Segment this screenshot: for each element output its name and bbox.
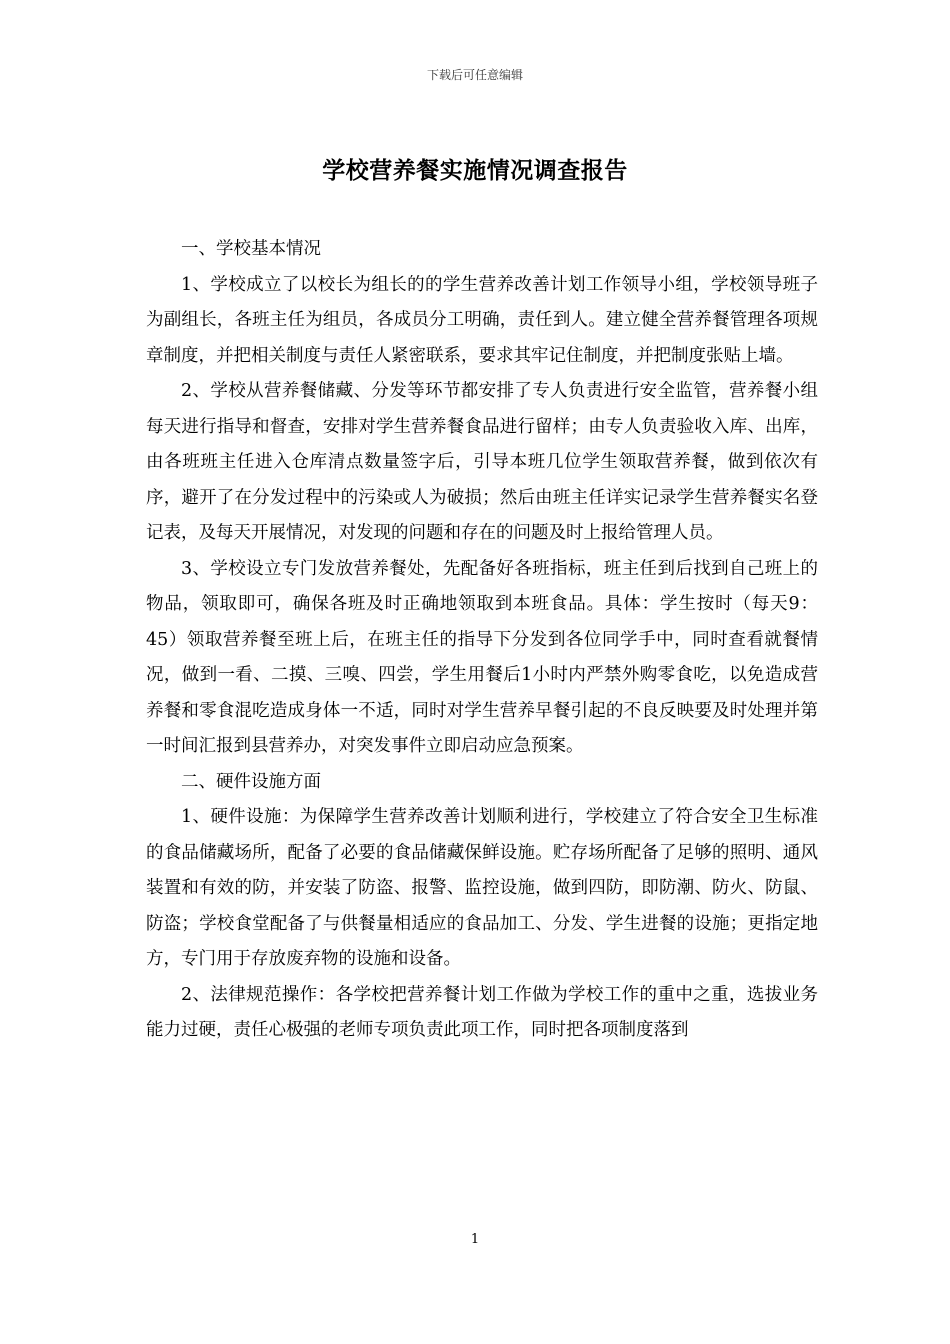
paragraph: 2、学校从营养餐储藏、分发等环节都安排了专人负责进行安全监管，营养餐小组每天进行指导和督查，安排对学生营养餐食品进行留样；由专人负责验收入库、出库，由各班班主任进入仓库清点数量签字后，引导本班几位学生领取营养餐，做到依次有序，避开了在分发过程中的污染或人为破损；然后由班主任详实记录学生营养餐实名登记表，及每天开展情况，对发现的问题和存在的问题及时上报给管理人员。	[146, 381, 818, 543]
paragraph: 1、学校成立了以校长为组长的的学生营养改善计划工作领导小组，学校领导班子为副组长，各班主任为组员，各成员分工明确，责任到人。建立健全营养餐管理各项规章制度，并把相关制度与责任人紧密联系，要求其牢记住制度，并把制度张贴上墙。	[146, 274, 818, 366]
header-note: 下载后可任意编辑	[426, 68, 523, 82]
paragraph: 2、法律规范操作：各学校把营养餐计划工作做为学校工作的重中之重，选拔业务能力过硬，责任心极强的老师专项负责此项工作，同时把各项制度落到	[146, 984, 818, 1040]
paragraph: 1、硬件设施：为保障学生营养改善计划顺利进行，学校建立了符合安全卫生标准的食品储藏场所，配备了必要的食品储藏保鲜设施。贮存场所配备了足够的照明、通风装置和有效的防，并安装了防盗、报警、监控设施，做到四防，即防潮、防火、防鼠、防盗；学校食堂配备了与供餐量相适应的食品加工、分发、学生进餐的设施；更指定地方，专门用于存放废弃物的设施和设备。	[146, 807, 818, 969]
document-body	[146, 232, 818, 1049]
paragraph: 3、学校设立专门发放营养餐处，先配备好各班指标，班主任到后找到自己班上的物品，领取即可，确保各班及时正确地领取到本班食品。具体：学生按时（每天9：45）领取营养餐至班上后，在班主任的指导下分发到各位同学手中，同时查看就餐情况，做到一看、二摸、三嗅、四尝，学生用餐后1小时内严禁外购零食吃，以免造成营养餐和零食混吃造成身体一不适，同时对学生营养早餐引起的不良反映要及时处理并第一时间汇报到县营养办，对突发事件立即启动应急预案。	[146, 558, 818, 756]
document-title: 学校营养餐实施情况调查报告	[322, 157, 628, 184]
section-heading-hardware: 二、硬件设施方面	[181, 771, 321, 792]
page-number: 1	[470, 1232, 480, 1247]
section-heading-basic-info: 一、学校基本情况	[181, 239, 321, 259]
